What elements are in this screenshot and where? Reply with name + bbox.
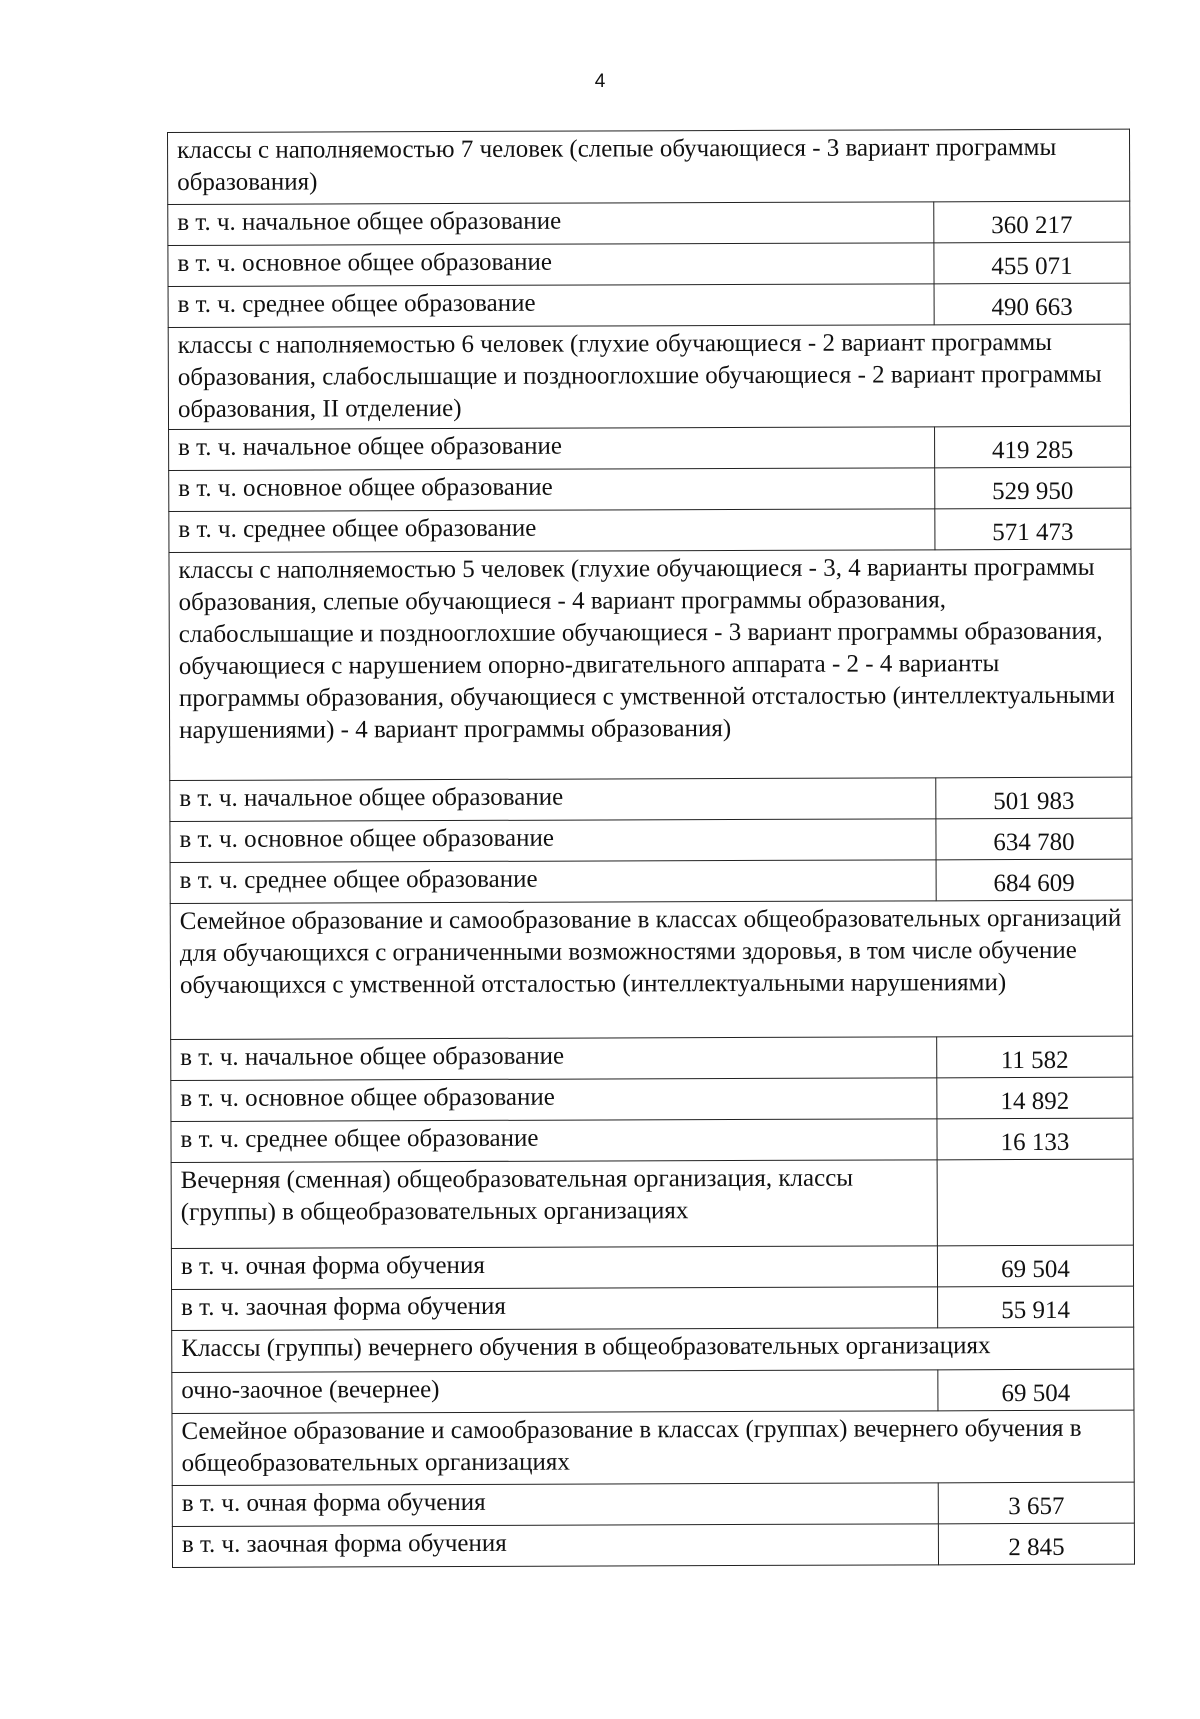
row-label: в т. ч. среднее общее образование <box>170 860 936 904</box>
group-header-row <box>170 900 1132 1039</box>
row-value: 490 663 <box>934 283 1130 325</box>
table-row <box>171 1245 1133 1289</box>
table-row <box>169 426 1131 470</box>
row-label: в т. ч. среднее общее образование <box>169 509 935 553</box>
row-label: в т. ч. очная форма обучения <box>171 1246 937 1290</box>
table-row <box>169 508 1131 552</box>
group-header-row <box>168 129 1130 204</box>
group-header: Семейное образование и самообразование в классах общеобразовательных организаций для обучающихся с ограниченными возможностями здоровья, в том числе обучение обучающихся с умственной отсталостью (интеллектуальными нарушениями) <box>170 900 1132 1039</box>
row-value: 684 609 <box>936 859 1132 901</box>
row-label: в т. ч. основное общее образование <box>169 468 935 512</box>
row-label: очно-заочное (вечернее) <box>172 1370 938 1414</box>
row-value: 69 504 <box>937 1245 1133 1287</box>
group-header-row <box>168 324 1130 429</box>
row-value: 501 983 <box>936 777 1132 819</box>
row-value: 55 914 <box>938 1286 1134 1328</box>
row-label: в т. ч. среднее общее образование <box>171 1119 937 1163</box>
table-row <box>169 467 1131 511</box>
group-header: классы с наполняемостью 6 человек (глухие обучающиеся - 2 вариант программы образования, слабослышащие и позднооглохшие обучающиеся - 2 вариант программы образования, II отделение) <box>168 324 1130 429</box>
row-value: 571 473 <box>935 508 1131 550</box>
page-number: 4 <box>594 71 606 92</box>
row-value: 360 217 <box>934 201 1130 243</box>
row-value: 11 582 <box>937 1036 1133 1078</box>
row-label: в т. ч. заочная форма обучения <box>172 1287 938 1331</box>
table-row <box>168 242 1130 286</box>
table-row <box>170 777 1132 821</box>
row-value: 16 133 <box>937 1118 1133 1160</box>
table-row <box>171 1077 1133 1121</box>
row-value: 69 504 <box>938 1369 1134 1411</box>
table-row <box>170 818 1132 862</box>
row-label: в т. ч. очная форма обучения <box>172 1483 938 1527</box>
table-row <box>172 1369 1134 1413</box>
row-label: в т. ч. начальное общее образование <box>171 1037 937 1081</box>
row-label: в т. ч. основное общее образование <box>171 1078 937 1122</box>
table-row <box>168 201 1130 245</box>
group-header-row <box>171 1159 1133 1248</box>
row-value: 2 845 <box>938 1523 1134 1565</box>
row-label: в т. ч. начальное общее образование <box>168 202 934 246</box>
funding-table <box>167 129 1135 1568</box>
table-row <box>172 1286 1134 1330</box>
row-label: в т. ч. основное общее образование <box>168 243 934 287</box>
group-header-row <box>172 1410 1134 1485</box>
empty-value-cell <box>937 1159 1133 1246</box>
table-row <box>170 859 1132 903</box>
row-label: в т. ч. начальное общее образование <box>169 427 935 471</box>
row-label: в т. ч. среднее общее образование <box>168 284 934 328</box>
table-row <box>172 1523 1134 1567</box>
row-label: в т. ч. основное общее образование <box>170 819 936 863</box>
table-row <box>171 1118 1133 1162</box>
row-value: 3 657 <box>938 1482 1134 1524</box>
group-header: Семейное образование и самообразование в классах (группах) вечернего обучения в общеобразовательных организациях <box>172 1410 1134 1485</box>
row-value: 529 950 <box>935 467 1131 509</box>
group-header: Классы (группы) вечернего обучения в общеобразовательных организациях <box>172 1327 1134 1372</box>
row-label: в т. ч. начальное общее образование <box>170 778 936 822</box>
row-value: 14 892 <box>937 1077 1133 1119</box>
row-value: 634 780 <box>936 818 1132 860</box>
group-header: Вечерняя (сменная) общеобразовательная организация, классы (группы) в общеобразовательных организациях <box>171 1160 937 1249</box>
group-header: классы с наполняемостью 5 человек (глухие обучающиеся - 3, 4 варианты программы образования, слепые обучающиеся - 4 вариант программы образования, слабослышащие и позднооглохшие обучающиеся - 3 вариант программы образования, обучающиеся с нарушением опорно-двигательного аппарата - 2 - 4 варианты программы образования, обучающиеся с умственной отсталостью (интеллектуальными нарушениями) - 4 вариант программы образования) <box>169 549 1132 780</box>
row-value: 455 071 <box>934 242 1130 284</box>
group-header-row <box>172 1327 1134 1372</box>
group-header: классы с наполняемостью 7 человек (слепые обучающиеся - 3 вариант программы образования) <box>168 129 1130 204</box>
group-header-row <box>169 549 1132 780</box>
row-label: в т. ч. заочная форма обучения <box>172 1524 938 1568</box>
table-row <box>168 283 1130 327</box>
table-row <box>171 1036 1133 1080</box>
row-value: 419 285 <box>935 426 1131 468</box>
table-row <box>172 1482 1134 1526</box>
